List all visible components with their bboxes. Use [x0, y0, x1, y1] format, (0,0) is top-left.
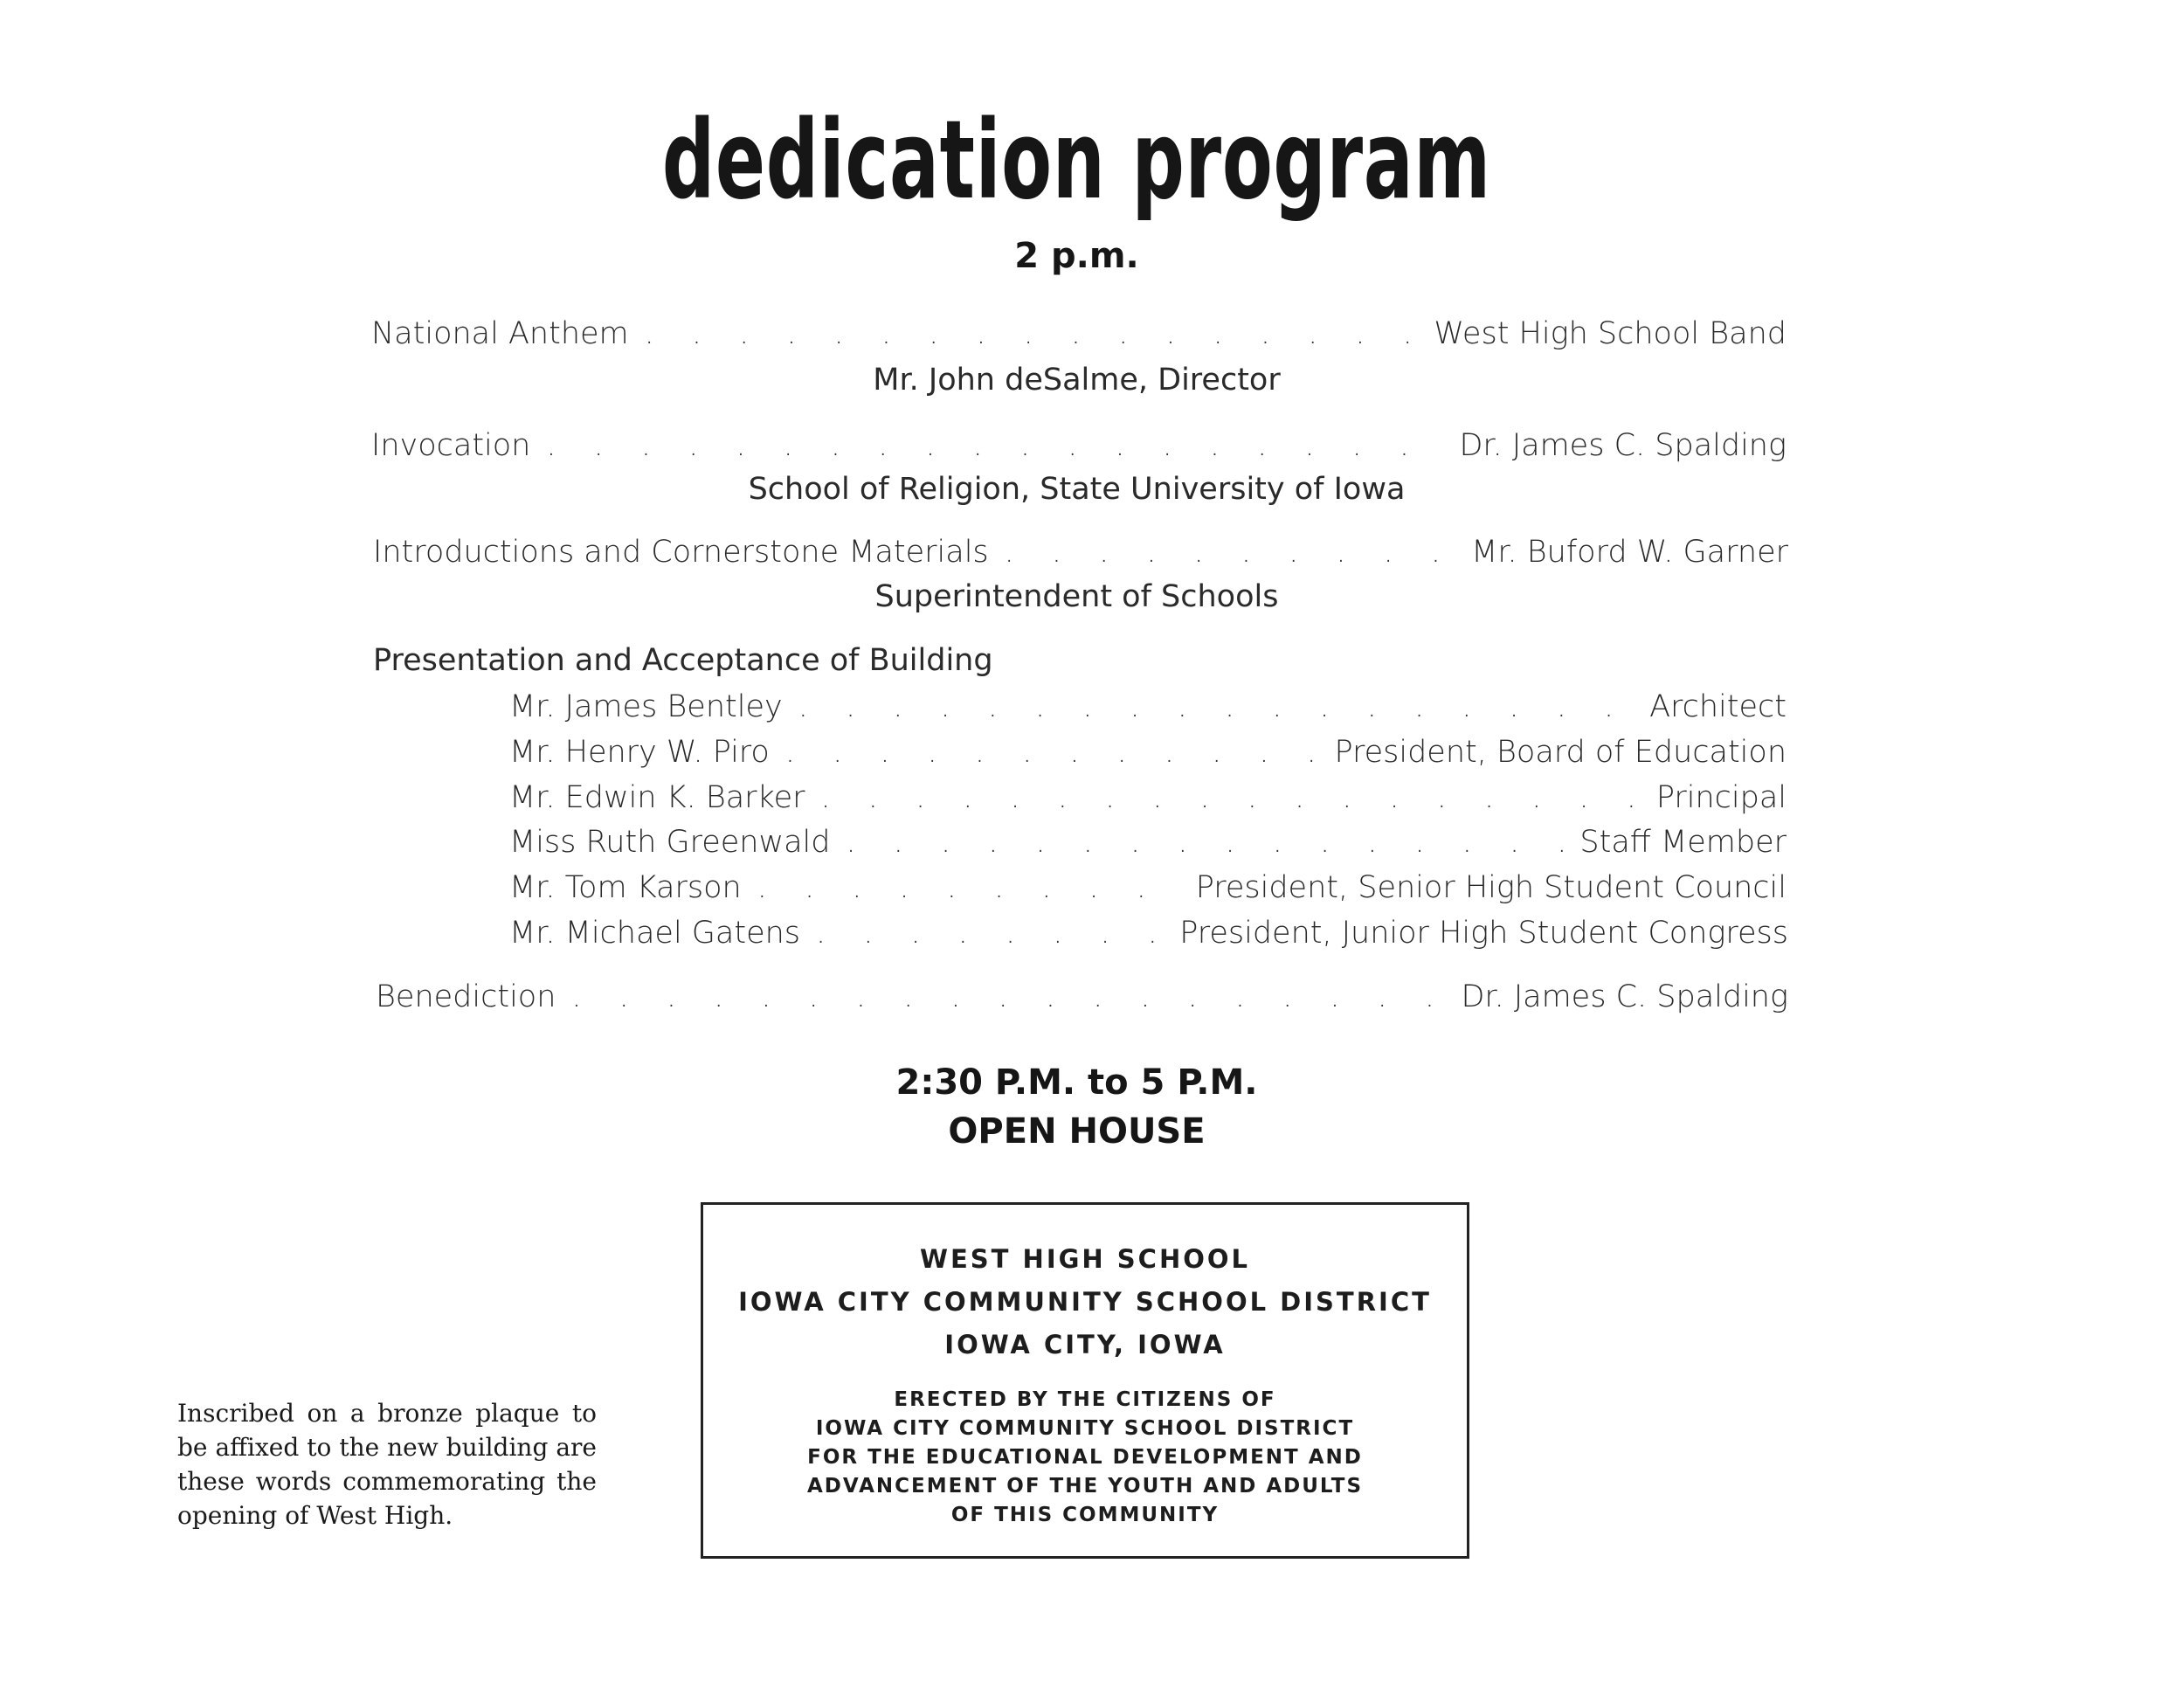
presenter-line — [509, 825, 1787, 860]
dot-leader — [846, 825, 1564, 860]
plaque-line: ADVANCEMENT OF THE YOUTH AND ADULTS — [806, 1475, 1364, 1498]
presenter-role: President, Senior High Student Council — [1195, 870, 1787, 905]
dot-leader — [816, 916, 1164, 951]
program-line-introductions — [373, 535, 1788, 570]
program-item-performer: Dr. James C. Spalding — [1461, 979, 1788, 1014]
dot-leader — [798, 689, 1634, 724]
presenter-line — [509, 870, 1787, 905]
presenter-name: Mr. Michael Gatens — [509, 916, 801, 951]
presenter-role: President, Junior High Student Congress — [1179, 916, 1788, 951]
presentation-heading: Presentation and Acceptance of Building — [373, 643, 993, 678]
plaque-heading-block — [703, 1238, 1467, 1366]
presenter-line — [509, 689, 1787, 724]
program-item-label: Invocation — [371, 428, 531, 463]
program-item-subtitle: School of Religion, State University of Iowa — [748, 472, 1406, 507]
presenter-line — [509, 735, 1787, 770]
program-line-national-anthem — [371, 316, 1787, 351]
open-house-time: 2:30 P.M. to 5 P.M. — [895, 1062, 1258, 1103]
dot-leader — [546, 428, 1443, 463]
program-item-performer: West High School Band — [1434, 316, 1787, 351]
plaque-line: IOWA CITY COMMUNITY SCHOOL DISTRICT — [815, 1417, 1355, 1440]
plaque-line: WEST HIGH SCHOOL — [919, 1244, 1251, 1274]
plaque-body-block — [703, 1386, 1467, 1530]
plaque-line: IOWA CITY, IOWA — [944, 1330, 1226, 1359]
dot-leader — [645, 316, 1419, 351]
program-line-benediction — [376, 979, 1788, 1014]
presenter-role: Principal — [1655, 780, 1787, 815]
presenter-name: Mr. Henry W. Piro — [509, 735, 770, 770]
presenter-role: Staff Member — [1579, 825, 1787, 860]
program-item-performer: Mr. Buford W. Garner — [1471, 535, 1788, 570]
program-item-label: Introductions and Cornerstone Materials — [373, 535, 989, 570]
program-time: 2 p.m. — [1014, 236, 1139, 276]
program-item-subtitle: Superintendent of Schools — [874, 579, 1279, 614]
plaque-line: IOWA CITY COMMUNITY SCHOOL DISTRICT — [738, 1287, 1432, 1317]
plaque-line: ERECTED BY THE CITIZENS OF — [894, 1388, 1276, 1411]
presenter-role: President, Board of Education — [1334, 735, 1787, 770]
program-line-invocation — [371, 428, 1787, 463]
dot-leader — [1005, 535, 1455, 570]
dot-leader — [571, 979, 1445, 1014]
page-title: dedication program — [661, 98, 1491, 224]
program-item-label: Benediction — [376, 979, 556, 1014]
presenter-name: Mr. Edwin K. Barker — [509, 780, 805, 815]
open-house-label: OPEN HOUSE — [948, 1111, 1206, 1152]
plaque-line: OF THIS COMMUNITY — [950, 1504, 1220, 1526]
presenter-role: Architect — [1649, 689, 1787, 724]
presenter-name: Mr. James Bentley — [509, 689, 783, 724]
plaque-line: FOR THE EDUCATIONAL DEVELOPMENT AND — [807, 1446, 1363, 1469]
program-item-subtitle: Mr. John deSalme, Director — [873, 363, 1281, 398]
dot-leader — [757, 870, 1180, 905]
presenter-name: Mr. Tom Karson — [509, 870, 742, 905]
plaque-inscription-box — [701, 1202, 1469, 1559]
plaque-caption: Inscribed on a bronze plaque to be affixed to the new building are these words commemorating the opening of West High. — [177, 1399, 597, 1530]
presenter-name: Miss Ruth Greenwald — [509, 825, 831, 860]
program-item-label: National Anthem — [371, 316, 629, 351]
presenter-line — [509, 916, 1788, 951]
dot-leader — [785, 735, 1319, 770]
dot-leader — [821, 780, 1641, 815]
program-item-performer: Dr. James C. Spalding — [1459, 428, 1787, 463]
presenter-line — [509, 780, 1787, 815]
